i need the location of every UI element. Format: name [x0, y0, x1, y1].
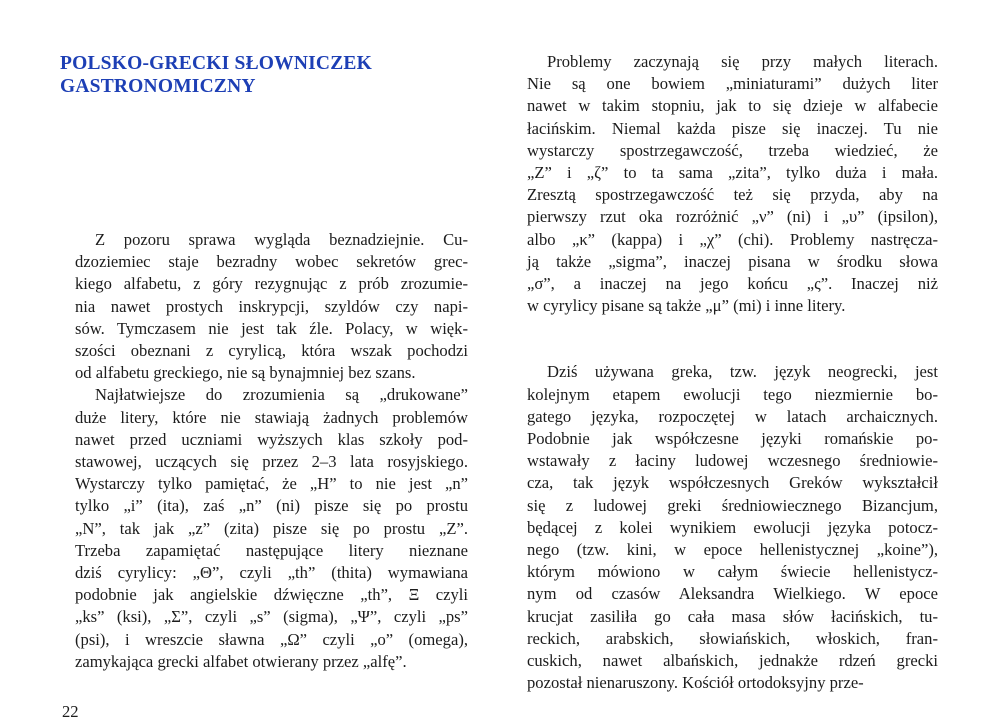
text-line: ją także „sigma”, inaczej pisana w środku słowa	[527, 251, 938, 271]
paragraph	[75, 384, 468, 673]
text-line: Dziś używana greka, tzw. język neogrecki, jest	[547, 362, 938, 382]
text-line: „ks” (ksi), „Σ”, czyli „s” (sigma), „Ψ”, czyli „ps”	[75, 607, 468, 627]
text-line: duże litery, które nie stawiają żadnych problemów	[75, 407, 468, 427]
text-line: Trzeba zapamiętać następujące litery nieznane	[75, 540, 468, 560]
text-line: wystarczy spostrzegawczość, trzeba wiedzieć, że	[527, 140, 938, 160]
text-line: dzoziemiec staje bezradny wobec sekretów grec-	[75, 252, 468, 272]
text-line: Wystarczy tylko pamiętać, że „H” to nie jest „n”	[75, 474, 468, 494]
text-line: reckich, arabskich, słowiańskich, włoskich, fran-	[527, 628, 938, 648]
text-line: łacińskim. Niemal każda pisze się inaczej. Tu nie	[527, 118, 938, 138]
text-line: cuskich, nawet albańskich, jednakże rdzeń grecki	[527, 651, 938, 671]
text-line: nawet w takim stopniu, jak to się dzieje w alfabecie	[527, 96, 938, 116]
text-line: albo „κ” (kappa) i „χ” (chi). Problemy nastręcza-	[527, 229, 938, 249]
text-line: będącej z kolei wynikiem ewolucji języka potocz-	[527, 517, 938, 537]
text-line: szości obeznani z cyrylicą, która wszak pochodzi	[75, 341, 468, 361]
left-column	[75, 229, 468, 673]
paragraph	[527, 361, 938, 694]
text-line: „N”, tak jak „z” (zita) pisze się po prostu „Z”.	[75, 518, 468, 538]
text-line: w cyrylicy pisane są także „μ” (mi) i inne litery.	[527, 296, 846, 316]
text-line: cza, tak język współczesnych Greków wykształcił	[527, 473, 938, 493]
text-line: nawet przed uczniami wyższych klas szkoły pod-	[75, 429, 468, 449]
text-line: Nie są one bowiem „miniaturami” dużych liter	[527, 74, 938, 94]
right-column	[527, 51, 938, 694]
text-line: Zresztą spostrzegawczość też się przyda, aby na	[527, 185, 938, 205]
text-line: kolejnym etapem ewolucji tego niezmiernie bo-	[527, 384, 938, 404]
text-line: „Z” i „ζ” to ta sama „zita”, tylko duża i mała.	[527, 163, 938, 183]
text-line: nia nawet prostych inskrypcji, szyldów czy napi-	[75, 296, 468, 316]
page-number: 22	[62, 702, 79, 721]
text-line: pierwszy rzut oka rozróżnić „ν” (ni) i „υ” (ipsilon),	[527, 207, 938, 227]
text-line: nego (tzw. kini, w epoce hellenistycznej „koine”),	[527, 540, 938, 560]
text-line: tylko „i” (ita), zaś „n” (ni) pisze się po prostu	[75, 496, 468, 516]
chapter-title-line: POLSKO-GRECKI SŁOWNICZEK	[60, 53, 372, 74]
paragraph	[527, 51, 938, 317]
text-line: pozostał nienaruszony. Kościół ortodoksyjny prze-	[527, 673, 864, 693]
text-line: kiego alfabetu, z góry rezygnując z prób zrozumie-	[75, 274, 468, 294]
text-line: Problemy zaczynają się przy małych literach.	[547, 52, 938, 71]
chapter-title-line: GASTRONOMICZNY	[60, 76, 256, 97]
text-line: od alfabetu greckiego, nie są bynajmniej bez szans.	[75, 363, 416, 383]
text-line: Najłatwiejsze do zrozumienia są „drukowane”	[95, 385, 468, 405]
text-line: dziś cyrylicy: „Θ”, czyli „th” (thita) wymawiana	[75, 563, 468, 583]
text-line: którym mówiono w całym świecie hellenistycz-	[527, 562, 938, 582]
text-line: „σ”, a inaczej na jego końcu „ς”. Inaczej niż	[527, 274, 938, 294]
chapter-title	[60, 52, 440, 98]
text-line: zamykająca grecki alfabet otwierany przez „alfę”.	[75, 651, 407, 671]
text-line: sów. Tymczasem nie jest tak źle. Polacy, w więk-	[75, 318, 468, 338]
text-line: (psi), i wreszcie sławna „Ω” czyli „o” (omega),	[75, 629, 468, 649]
paragraph-gap	[527, 317, 938, 361]
paragraph	[75, 229, 468, 384]
text-line: podobnie jak angielskie dźwięczne „th”, Ξ czyli	[75, 585, 468, 605]
text-line: Podobnie jak współczesne języki romańskie po-	[527, 429, 938, 449]
text-line: krucjat zasiliła go cała masa słów łacińskich, tu-	[527, 606, 938, 626]
text-line: wstawały z łaciny ludowej wczesnego średniowie-	[527, 451, 938, 471]
text-line: stawowej, uczących się przez 2–3 lata rosyjskiego.	[75, 452, 468, 472]
text-line: gatego języka, rozpoczętej w latach archaicznych.	[527, 406, 938, 426]
text-line: nym od czasów Aleksandra Wielkiego. W epoce	[527, 584, 938, 604]
text-line: się z ludowej greki średniowiecznego Bizancjum,	[527, 495, 938, 515]
text-line: Z pozoru sprawa wygląda beznadziejnie. Cu-	[95, 230, 468, 249]
